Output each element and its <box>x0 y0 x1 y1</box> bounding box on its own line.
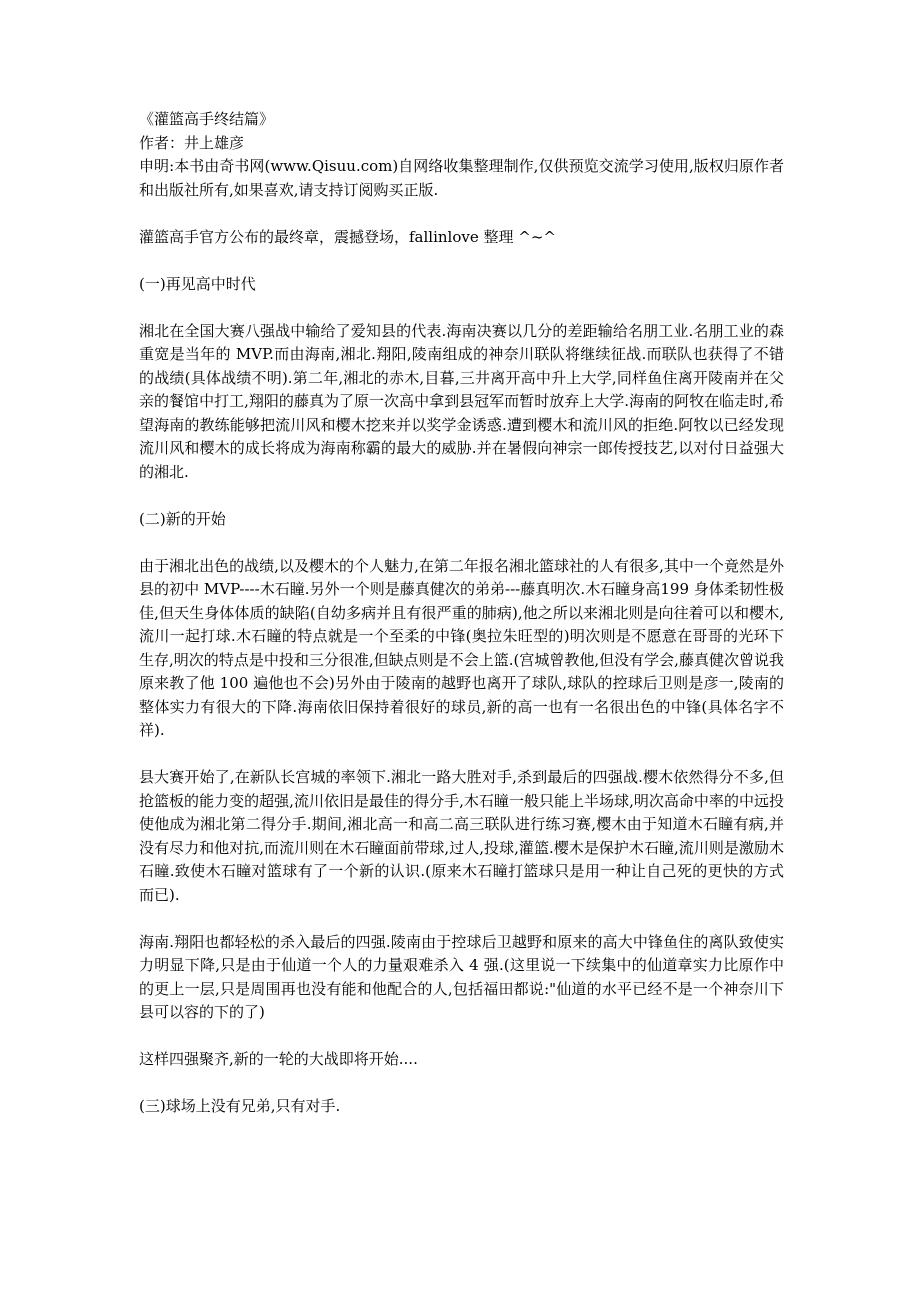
section-2-paragraph-2: 县大赛开始了,在新队长宫城的率领下.湘北一路大胜对手,杀到最后的四强战.樱木依然得分不多,但抢篮板的能力变的超强,流川依旧是最佳的得分手,木石瞳一般只能上半场球,明次高命中率的中远投使他成为湘北第二得分手.期间,湘北高一和高二高三联队进行练习赛,樱木由于知道木石瞳有病,并没有尽力和他对抗,而流川则在木石瞳面前带球,过人,投球,灌篮.樱木是保护木石瞳,流川则是激励木石瞳.致使木石瞳对篮球有了一个新的认识.(原来木石瞳打篮球只是用一种让自己死的更快的方式而已). <box>139 768 784 904</box>
document-page <box>139 108 784 1119</box>
copyright-declaration: 申明:本书由奇书网(www.Qisuu.com)自网络收集整理制作,仅供预览交流学习使用,版权归原作者和出版社所有,如果喜欢,请支持订阅购买正版. <box>139 157 784 199</box>
section-2-paragraph-3: 海南.翔阳也都轻松的杀入最后的四强.陵南由于控球后卫越野和原来的高大中锋鱼住的离队致使实力明显下降,只是由于仙道一个人的力量艰难杀入 4 强.(这里说一下续集中的仙道章实力比原作中的更上一层,只是周围再也没有能和他配合的人,包括福田都说:"仙道的水平已经不是一个神奈川下县可以容的下的了) <box>139 932 784 1021</box>
section-2-paragraph-4: 这样四强聚齐,新的一轮的大战即将开始.... <box>139 1050 418 1068</box>
section-heading-1: (一)再见高中时代 <box>139 274 256 293</box>
intro-line: 灌篮高手官方公布的最终章，震撼登场，fallinlove 整理 ^~^ <box>139 227 556 246</box>
section-heading-2: (二)新的开始 <box>139 509 226 528</box>
book-title: 《灌篮高手终结篇》 <box>139 110 275 128</box>
author-line: 作者：井上雄彦 <box>139 133 245 152</box>
section-1-paragraph-1: 湘北在全国大赛八强战中输给了爱知县的代表.海南决赛以几分的差距输给名朋工业.名朋工业的森重宽是当年的 MVP.而由海南,湘北.翔阳,陵南组成的神奈川联队将继续征战.而联队也获得了不错的战绩(具体战绩不明).第二年,湘北的赤木,目暮,三井离开高中升上大学,同样鱼住离开陵南并在父亲的餐馆中打工,翔阳的藤真为了原一次高中拿到县冠军而暂时放弃上大学.海南的阿牧在临走时,希望海南的教练能够把流川风和樱木挖来并以奖学金诱惑.遭到樱木和流川风的拒绝.阿牧以已经发现流川风和樱木的成长将成为海南称霸的最大的威胁.并在暑假向神宗一郎传授技艺,以对付日益强大的湘北. <box>139 321 784 481</box>
section-heading-3: (三)球场上没有兄弟,只有对手. <box>139 1097 341 1115</box>
section-2-paragraph-1: 由于湘北出色的战绩,以及樱木的个人魅力,在第二年报名湘北篮球社的人有很多,其中一个竟然是外县的初中 MVP----木石瞳.另外一个则是藤真健次的弟弟---藤真明次.木石瞳身高199 身体柔韧性极佳,但天生身体体质的缺陷(自幼多病并且有很严重的肺病),他之所以来湘北则是向往着可以和樱木,流川一起打球.木石瞳的特点就是一个至柔的中锋(奥拉朱旺型的)明次则是不愿意在哥哥的光环下生存,明次的特点是中投和三分很准,但缺点则是不会上篮.(宫城曾教他,但没有学会,藤真健次曾说我原来教了他 100 遍他也不会)另外由于陵南的越野也离开了球队,球队的控球后卫则是彦一,陵南的整体实力有很大的下降.海南依旧保持着很好的球员,新的高一也有一名很出色的中锋(具体名字不祥). <box>139 556 784 739</box>
